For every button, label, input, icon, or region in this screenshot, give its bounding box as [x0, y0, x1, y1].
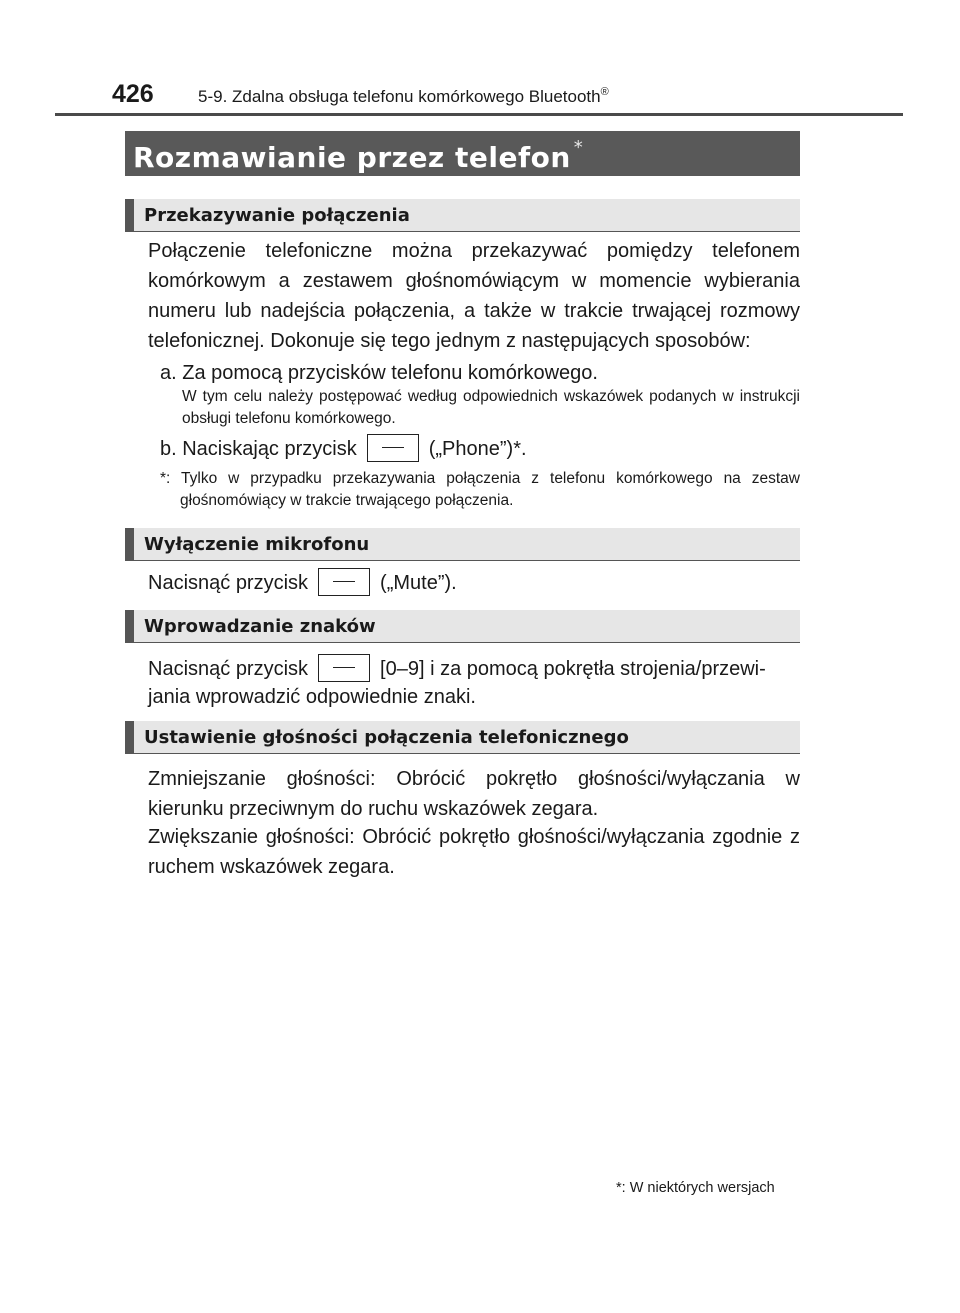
page-number: 426 [112, 80, 154, 108]
transfer-intro: Połączenie telefoniczne można przekazywać pomiędzy telefonem komórkowym a zestawem głośnomówiącym w momencie wybierania numeru lub nadejścia połączenia, a także w trakcie trwającej rozmowy telefonicznej. Dokonuje się tego jednym z następujących sposobów: [148, 240, 800, 352]
footnote: *: W niektórych wersjach [616, 1180, 775, 1196]
page-title-bar [125, 131, 800, 176]
page-title [133, 137, 583, 174]
volume-decrease: Zmniejszanie głośności: Obrócić pokrętło głośności/wyłączania w kierunku przeciwnym do ruchu wskazówek zegara. [148, 768, 800, 820]
volume-increase: Zwiększanie głośności: Obrócić pokrętło głośności/wyłączania zgodnie z ruchem wskazówek zegara. [148, 826, 800, 878]
chapter-header [198, 86, 609, 107]
digit-key-icon [318, 654, 370, 682]
mute-instruction [148, 568, 457, 598]
mute-key-icon [318, 568, 370, 596]
section-heading-input [125, 610, 800, 643]
header-divider [55, 113, 903, 116]
version-star-icon: * [573, 137, 584, 158]
input-instruction-line1 [148, 654, 766, 684]
section-heading-mute [125, 528, 800, 561]
section-heading-volume [125, 721, 800, 754]
mute-text: Nacisnąć przycisk [148, 572, 309, 594]
option-a-note: W tym celu należy postępować według odpowiednich wskazówek podanych w instrukcji obsługi telefonu komórkowego. [182, 388, 800, 427]
registered-mark: ® [600, 86, 609, 98]
section-heading-transfer [125, 199, 800, 232]
input-instruction-line2: jania wprowadzić odpowiednie znaki. [148, 686, 476, 708]
mute-suffix: („Mute”). [380, 572, 457, 594]
section-heading-text: Ustawienie głośności połączenia telefonicznego [144, 727, 629, 748]
chapter-title: 5-9. Zdalna obsługa telefonu komórkowego Bluetooth [198, 87, 601, 106]
option-b-suffix: („Phone”)*. [428, 438, 527, 460]
section-heading-text: Wyłączenie mikrofonu [144, 534, 370, 555]
asterisk-note: *: Tylko w przypadku przekazywania połączenia z telefonu komórkowego na zestaw głośnomówiący w trakcie trwającego połączenia. [160, 470, 800, 509]
input-text: Nacisnąć przycisk [148, 658, 309, 680]
option-b-text: b. Naciskając przycisk [160, 438, 357, 460]
section-heading-text: Przekazywanie połączenia [144, 205, 410, 226]
page-title-text: Rozmawianie przez telefon [133, 141, 571, 174]
section-heading-text: Wprowadzanie znaków [144, 616, 376, 637]
phone-key-icon [367, 434, 419, 462]
option-a: a. Za pomocą przycisków telefonu komórkowego. [160, 362, 598, 384]
input-suffix: [0–9] i za pomocą pokrętła strojenia/przewi- [380, 658, 766, 680]
option-b [160, 434, 527, 464]
